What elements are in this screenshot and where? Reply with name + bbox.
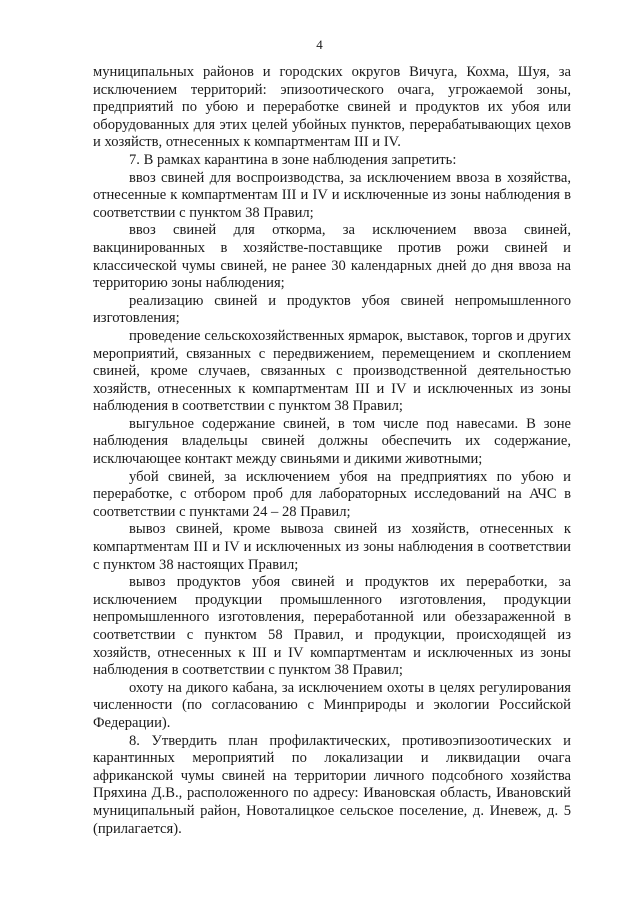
document-body bbox=[93, 64, 571, 838]
paragraph-item-7-heading: 7. В рамках карантина в зоне наблюдения запретить: bbox=[129, 151, 457, 168]
paragraph-ban-pig-export: вывоз свиней, кроме вывоза свиней из хозяйств, отнесенных к компартментам III и IV и исключенных из зоны наблюдения в соответствии с пунктом 38 настоящих Правил; bbox=[93, 521, 571, 573]
paragraph-ban-product-export: вывоз продуктов убоя свиней и продуктов их переработки, за исключением продукции промышленного изготовления, продукции непромышленного изготовления, переработанной или обеззараженной в соответствии с пунктом 58 Правил, и продукции, происходящей из хозяйств, отнесенных к III и IV компартментам и исключенных из зоны наблюдения в соответствии с пунктом 38 Правил; bbox=[93, 574, 571, 679]
paragraph-item-8-plan: 8. Утвердить план профилактических, противоэпизоотических и карантинных мероприятий по локализации и ликвидации очага африканской чумы свиней на территории личного подсобного хозяйства Пряхина Д.В., расположенного по адресу: Ивановская область, Ивановский муниципальный район, Новоталицкое сельское поселение, д. Иневеж, д. 5 (прилагается). bbox=[93, 732, 571, 837]
paragraph-ban-breeding-import: ввоз свиней для воспроизводства, за исключением ввоза в хозяйства, отнесенные к компартментам III и IV и исключенные из зоны наблюдения в соответствии с пунктом 38 Правил; bbox=[93, 169, 571, 221]
paragraph-ban-fattening-import: ввоз свиней для откорма, за исключением ввоза свиней, вакцинированных в хозяйстве-поставщике против рожи свиней и классической чумы свиней, не ранее 30 календарных дней до дня ввоза на территорию зоны наблюдения; bbox=[93, 222, 571, 292]
paragraph-ban-slaughter: убой свиней, за исключением убоя на предприятиях по убою и переработке, с отбором проб для лабораторных исследований на АЧС в соответствии с пунктами 24 – 28 Правил; bbox=[93, 468, 571, 520]
page-number: 4 bbox=[316, 37, 323, 52]
paragraph-municipal-exclusions: муниципальных районов и городских округов Вичуга, Кохма, Шуя, за исключением территорий: эпизоотического очага, угрожаемой зоны, предприятий по убою и переработке свиней и продуктов их убоя или оборудованных для этих целей убойных пунктов, перерабатывающих цехов и хозяйств, отнесенных к компартментам III и IV. bbox=[93, 64, 571, 151]
paragraph-ban-fairs: проведение сельскохозяйственных ярмарок, выставок, торгов и других мероприятий, связанных с передвижением, перемещением и скоплением свиней, кроме случаев, связанных с производственной деятельностью хозяйств, отнесенных к компартментам III и IV и исключенных из зоны наблюдения в соответствии с пунктом 38 Правил; bbox=[93, 327, 571, 415]
paragraph-ban-free-range: выгульное содержание свиней, в том числе под навесами. В зоне наблюдения владельцы свиней должны обеспечить их содержание, исключающее контакт между свиньями и дикими животными; bbox=[93, 415, 571, 468]
paragraph-ban-hunting: охоту на дикого кабана, за исключением охоты в целях регулирования численности (по согласованию с Минприроды и экологии Российской Федерации). bbox=[93, 679, 571, 731]
paragraph-ban-sale: реализацию свиней и продуктов убоя свиней непромышленного изготовления; bbox=[93, 292, 571, 327]
